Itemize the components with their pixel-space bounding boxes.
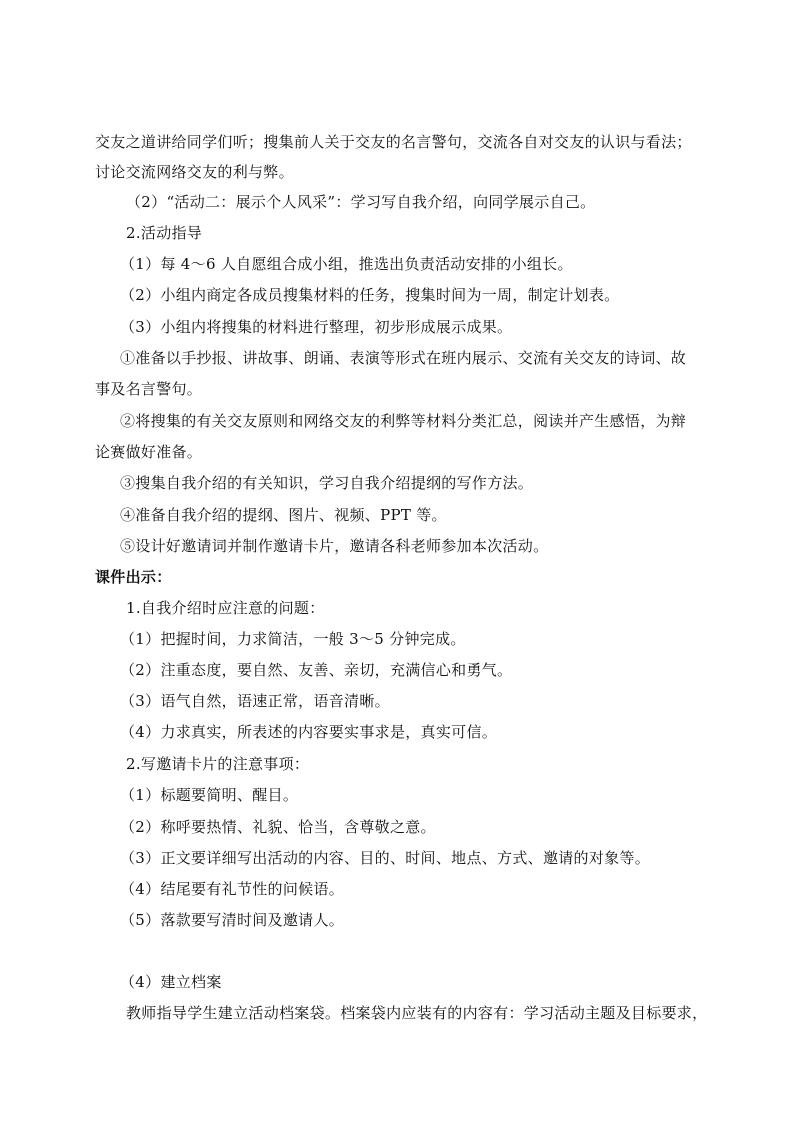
- courseware-heading: 课件出示：: [95, 568, 172, 586]
- list-item: （4）结尾要有礼节性的问候语。: [120, 880, 345, 898]
- list-item: （3）小组内将搜集的材料进行整理，初步形成展示成果。: [120, 318, 513, 336]
- list-item: ④准备自我介绍的提纲、图片、视频、PPT 等。: [120, 506, 447, 524]
- list-item: （2）称呼要热情、礼貌、恰当，含尊敬之意。: [120, 818, 436, 836]
- list-item: ⑤设计好邀请词并制作邀请卡片，邀请各科老师参加本次活动。: [120, 537, 549, 555]
- list-item: （3）语气自然，语速正常，语音清晰。: [120, 692, 390, 710]
- paragraph-line: 事及名言警句。: [95, 380, 203, 398]
- list-item: （2）注重态度，要自然、友善、亲切，充满信心和勇气。: [120, 661, 513, 679]
- list-item: ①准备以手抄报、讲故事、朗诵、表演等形式在班内展示、交流有关交友的诗词、故: [120, 349, 687, 367]
- paragraph-line: 论赛做好准备。: [95, 443, 203, 461]
- section-heading: 2.活动指导: [126, 224, 203, 242]
- list-item: （5）落款要写清时间及邀请人。: [120, 911, 345, 929]
- list-item: （1）每 4～6 人自愿组合成小组，推选出负责活动安排的小组长。: [120, 255, 573, 273]
- paragraph-line: 教师指导学生建立活动档案袋。档案袋内应装有的内容有：学习活动主题及目标要求，: [126, 1004, 708, 1022]
- list-item: （1）把握时间，力求简洁，一般 3～5 分钟完成。: [120, 630, 466, 648]
- paragraph-line: 交友之道讲给同学们听；搜集前人关于交友的名言警句，交流各自对交友的认识与看法；: [95, 133, 692, 151]
- section-heading: （4）建立档案: [120, 973, 222, 991]
- section-heading: 2.写邀请卡片的注意事项：: [126, 755, 310, 773]
- section-heading: 1.自我介绍时应注意的问题：: [126, 599, 325, 617]
- list-item: （3）正文要详细写出活动的内容、目的、时间、地点、方式、邀请的对象等。: [120, 849, 651, 867]
- list-item: （4）力求真实，所表述的内容要实事求是，真实可信。: [120, 723, 498, 741]
- list-item: ②将搜集的有关交友原则和网络交友的利弊等材料分类汇总，阅读并产生感悟，为辩: [120, 412, 687, 430]
- list-item: （2）小组内商定各成员搜集材料的任务，搜集时间为一周，制定计划表。: [120, 286, 620, 304]
- paragraph-line: 讨论交流网络交友的利与弊。: [95, 163, 294, 181]
- list-item: （1）标题要简明、醒目。: [120, 786, 299, 804]
- activity-two-line: （2）“活动二：展示个人风采”：学习写自我介绍，向同学展示自己。: [126, 193, 596, 211]
- list-item: ③搜集自我介绍的有关知识，学习自我介绍提纲的写作方法。: [120, 474, 534, 492]
